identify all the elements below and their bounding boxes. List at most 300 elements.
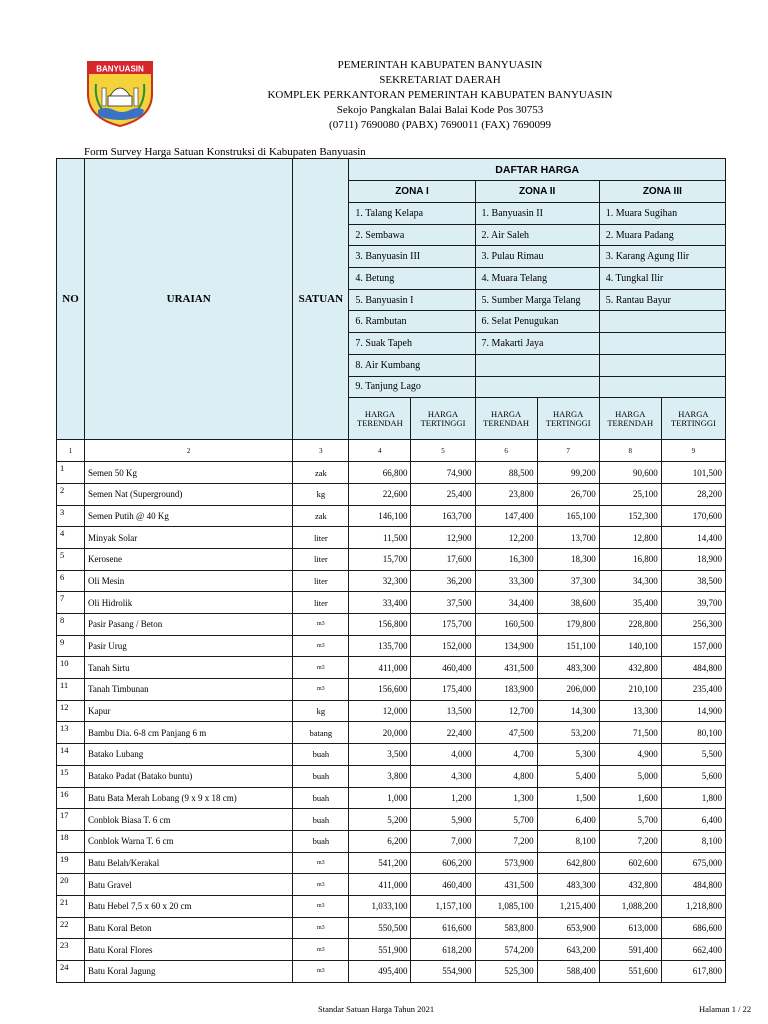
price-low: 432,800 bbox=[599, 874, 661, 896]
item-unit: m3 bbox=[293, 939, 349, 961]
price-low: 3,800 bbox=[349, 765, 411, 787]
item-unit: zak bbox=[293, 462, 349, 484]
item-description: Batu Belah/Kerakal bbox=[85, 852, 293, 874]
col-header-no: NO bbox=[57, 159, 85, 440]
price-low: 228,800 bbox=[599, 614, 661, 636]
column-index: 2 bbox=[85, 440, 293, 462]
price-high: 38,600 bbox=[537, 592, 599, 614]
price-low: 12,200 bbox=[475, 527, 537, 549]
zone-location: 5. Sumber Marga Telang bbox=[475, 289, 599, 311]
item-unit: kg bbox=[293, 700, 349, 722]
price-high: 38,500 bbox=[661, 570, 725, 592]
item-description: Batu Koral Beton bbox=[85, 917, 293, 939]
price-high: 14,300 bbox=[537, 700, 599, 722]
item-unit: m3 bbox=[293, 961, 349, 983]
item-description: Batako Padat (Batako buntu) bbox=[85, 765, 293, 787]
price-low: 156,600 bbox=[349, 679, 411, 701]
row-number: 2 bbox=[57, 483, 85, 505]
price-high: 662,400 bbox=[661, 939, 725, 961]
table-row bbox=[57, 505, 726, 527]
row-number: 14 bbox=[57, 744, 85, 766]
table-row bbox=[57, 787, 726, 809]
price-low: 134,900 bbox=[475, 635, 537, 657]
price-high-header: HARGA TERTINGGI bbox=[661, 398, 725, 440]
price-low: 35,400 bbox=[599, 592, 661, 614]
price-high: 14,400 bbox=[661, 527, 725, 549]
row-number: 17 bbox=[57, 809, 85, 831]
banyuasin-logo bbox=[84, 56, 156, 128]
row-number: 8 bbox=[57, 614, 85, 636]
price-low: 22,600 bbox=[349, 483, 411, 505]
price-low-header: HARGA TERENDAH bbox=[349, 398, 411, 440]
footer-standard: Standar Satuan Harga Tahun 2021 bbox=[318, 1004, 435, 1014]
zone-location: 1. Talang Kelapa bbox=[349, 203, 475, 225]
price-low: 13,300 bbox=[599, 700, 661, 722]
price-low: 550,500 bbox=[349, 917, 411, 939]
price-low: 16,300 bbox=[475, 548, 537, 570]
zone-location bbox=[599, 376, 725, 398]
price-low: 525,300 bbox=[475, 961, 537, 983]
price-high: 179,800 bbox=[537, 614, 599, 636]
price-high: 8,100 bbox=[661, 830, 725, 852]
item-description: Batu Gravel bbox=[85, 874, 293, 896]
price-low: 4,900 bbox=[599, 744, 661, 766]
zone-location: 1. Banyuasin II bbox=[475, 203, 599, 225]
price-high: 675,000 bbox=[661, 852, 725, 874]
item-unit: liter bbox=[293, 527, 349, 549]
price-high: 588,400 bbox=[537, 961, 599, 983]
price-low: 583,800 bbox=[475, 917, 537, 939]
price-high: 554,900 bbox=[411, 961, 475, 983]
item-unit: liter bbox=[293, 592, 349, 614]
item-unit: liter bbox=[293, 570, 349, 592]
price-low-header: HARGA TERENDAH bbox=[475, 398, 537, 440]
zone-location: 4. Muara Telang bbox=[475, 268, 599, 290]
logo-tower-right bbox=[134, 88, 138, 106]
price-low: 5,000 bbox=[599, 765, 661, 787]
item-description: Tanah Sirtu bbox=[85, 657, 293, 679]
table-row bbox=[57, 917, 726, 939]
item-unit: buah bbox=[293, 830, 349, 852]
price-low: 34,400 bbox=[475, 592, 537, 614]
price-high: 53,200 bbox=[537, 722, 599, 744]
price-low: 183,900 bbox=[475, 679, 537, 701]
price-high: 1,218,800 bbox=[661, 895, 725, 917]
price-high: 14,900 bbox=[661, 700, 725, 722]
price-low: 613,000 bbox=[599, 917, 661, 939]
zone-location: 5. Rantau Bayur bbox=[599, 289, 725, 311]
zone-location: 6. Selat Penugukan bbox=[475, 311, 599, 333]
row-number: 24 bbox=[57, 961, 85, 983]
price-high: 18,900 bbox=[661, 548, 725, 570]
item-description: Batu Koral Flores bbox=[85, 939, 293, 961]
price-low: 432,800 bbox=[599, 657, 661, 679]
price-low: 7,200 bbox=[475, 830, 537, 852]
table-row bbox=[57, 635, 726, 657]
price-high: 170,600 bbox=[661, 505, 725, 527]
item-description: Batu Bata Merah Lobang (9 x 9 x 18 cm) bbox=[85, 787, 293, 809]
zone-location: 3. Pulau Rimau bbox=[475, 246, 599, 268]
row-number: 16 bbox=[57, 787, 85, 809]
price-low: 411,000 bbox=[349, 657, 411, 679]
item-description: Oli Hidrolik bbox=[85, 592, 293, 614]
item-unit: liter bbox=[293, 548, 349, 570]
price-high: 163,700 bbox=[411, 505, 475, 527]
zone-location: 7. Makarti Jaya bbox=[475, 333, 599, 355]
table-row bbox=[57, 830, 726, 852]
table-row bbox=[57, 852, 726, 874]
price-low: 431,500 bbox=[475, 874, 537, 896]
table-row bbox=[57, 874, 726, 896]
price-high: 157,000 bbox=[661, 635, 725, 657]
item-unit: buah bbox=[293, 787, 349, 809]
item-unit: m3 bbox=[293, 917, 349, 939]
zone-location: 4. Betung bbox=[349, 268, 475, 290]
row-number: 21 bbox=[57, 895, 85, 917]
item-description: Semen 50 Kg bbox=[85, 462, 293, 484]
item-description: Semen Putih @ 40 Kg bbox=[85, 505, 293, 527]
price-low: 1,085,100 bbox=[475, 895, 537, 917]
zone-location bbox=[599, 333, 725, 355]
price-low: 16,800 bbox=[599, 548, 661, 570]
price-low: 551,600 bbox=[599, 961, 661, 983]
zone-location: 7. Suak Tapeh bbox=[349, 333, 475, 355]
table-row bbox=[57, 527, 726, 549]
price-high: 618,200 bbox=[411, 939, 475, 961]
price-low: 147,400 bbox=[475, 505, 537, 527]
price-high: 5,400 bbox=[537, 765, 599, 787]
price-low: 135,700 bbox=[349, 635, 411, 657]
price-low: 5,700 bbox=[599, 809, 661, 831]
zone-location bbox=[599, 354, 725, 376]
price-low: 6,200 bbox=[349, 830, 411, 852]
price-low: 33,400 bbox=[349, 592, 411, 614]
price-low: 146,100 bbox=[349, 505, 411, 527]
zone-location: 4. Tungkal Ilir bbox=[599, 268, 725, 290]
row-number: 3 bbox=[57, 505, 85, 527]
price-high: 653,900 bbox=[537, 917, 599, 939]
price-low: 156,800 bbox=[349, 614, 411, 636]
letterhead-line: KOMPLEK PERKANTORAN PEMERINTAH KABUPATEN BANYUASIN bbox=[267, 89, 613, 101]
price-low: 495,400 bbox=[349, 961, 411, 983]
price-low: 5,200 bbox=[349, 809, 411, 831]
column-index: 5 bbox=[411, 440, 475, 462]
price-high: 36,200 bbox=[411, 570, 475, 592]
price-high: 175,400 bbox=[411, 679, 475, 701]
table-row bbox=[57, 765, 726, 787]
item-unit: m3 bbox=[293, 852, 349, 874]
price-high-header: HARGA TERTINGGI bbox=[537, 398, 599, 440]
item-unit: buah bbox=[293, 744, 349, 766]
table-row bbox=[57, 592, 726, 614]
col-header-uraian: URAIAN bbox=[85, 159, 293, 440]
letterhead bbox=[180, 58, 700, 133]
price-high: 26,700 bbox=[537, 483, 599, 505]
price-low: 66,800 bbox=[349, 462, 411, 484]
row-number: 15 bbox=[57, 765, 85, 787]
price-low: 541,200 bbox=[349, 852, 411, 874]
item-description: Oli Mesin bbox=[85, 570, 293, 592]
item-unit: zak bbox=[293, 505, 349, 527]
price-high: 256,300 bbox=[661, 614, 725, 636]
price-high: 643,200 bbox=[537, 939, 599, 961]
zone-location bbox=[475, 354, 599, 376]
price-low: 551,900 bbox=[349, 939, 411, 961]
price-high: 101,500 bbox=[661, 462, 725, 484]
column-index: 1 bbox=[57, 440, 85, 462]
price-high: 606,200 bbox=[411, 852, 475, 874]
item-description: Batako Lubang bbox=[85, 744, 293, 766]
item-description: Semen Nat (Superground) bbox=[85, 483, 293, 505]
item-unit: m3 bbox=[293, 614, 349, 636]
price-high: 13,500 bbox=[411, 700, 475, 722]
item-description: Minyak Solar bbox=[85, 527, 293, 549]
price-low: 90,600 bbox=[599, 462, 661, 484]
item-description: Tanah Timbunan bbox=[85, 679, 293, 701]
price-low: 1,600 bbox=[599, 787, 661, 809]
table-row bbox=[57, 679, 726, 701]
zone-header: ZONA II bbox=[475, 181, 599, 203]
row-number: 4 bbox=[57, 527, 85, 549]
footer-page-number: Halaman 1 / 22 bbox=[699, 1004, 752, 1014]
table-row bbox=[57, 961, 726, 983]
item-description: Bambu Dia. 6-8 cm Panjang 6 m bbox=[85, 722, 293, 744]
table-row bbox=[57, 614, 726, 636]
price-low: 1,033,100 bbox=[349, 895, 411, 917]
price-low-header: HARGA TERENDAH bbox=[599, 398, 661, 440]
table-row bbox=[57, 722, 726, 744]
column-index: 9 bbox=[661, 440, 725, 462]
zone-location: 1. Muara Sugihan bbox=[599, 203, 725, 225]
zone-header: ZONA III bbox=[599, 181, 725, 203]
col-header-satuan: SATUAN bbox=[293, 159, 349, 440]
price-high: 1,500 bbox=[537, 787, 599, 809]
price-high: 1,157,100 bbox=[411, 895, 475, 917]
price-high: 22,400 bbox=[411, 722, 475, 744]
price-high: 1,215,400 bbox=[537, 895, 599, 917]
item-description: Conblok Warna T. 6 cm bbox=[85, 830, 293, 852]
price-high: 28,200 bbox=[661, 483, 725, 505]
column-index: 6 bbox=[475, 440, 537, 462]
price-high: 5,900 bbox=[411, 809, 475, 831]
price-high: 37,500 bbox=[411, 592, 475, 614]
zone-location bbox=[599, 311, 725, 333]
price-high: 17,600 bbox=[411, 548, 475, 570]
price-high: 4,000 bbox=[411, 744, 475, 766]
item-description: Pasir Urug bbox=[85, 635, 293, 657]
price-low: 33,300 bbox=[475, 570, 537, 592]
price-high: 80,100 bbox=[661, 722, 725, 744]
item-unit: batang bbox=[293, 722, 349, 744]
price-high: 6,400 bbox=[537, 809, 599, 831]
zone-location: 2. Sembawa bbox=[349, 224, 475, 246]
row-number: 19 bbox=[57, 852, 85, 874]
zone-location: 9. Tanjung Lago bbox=[349, 376, 475, 398]
zone-location: 2. Air Saleh bbox=[475, 224, 599, 246]
row-number: 22 bbox=[57, 917, 85, 939]
row-number: 12 bbox=[57, 700, 85, 722]
price-high: 1,800 bbox=[661, 787, 725, 809]
zone-location: 3. Karang Agung Ilir bbox=[599, 246, 725, 268]
price-high: 616,600 bbox=[411, 917, 475, 939]
table-row bbox=[57, 700, 726, 722]
table-row bbox=[57, 462, 726, 484]
price-high: 175,700 bbox=[411, 614, 475, 636]
table-row bbox=[57, 483, 726, 505]
price-low: 602,600 bbox=[599, 852, 661, 874]
price-high: 12,900 bbox=[411, 527, 475, 549]
price-table bbox=[56, 158, 726, 983]
price-low: 591,400 bbox=[599, 939, 661, 961]
item-unit: m3 bbox=[293, 657, 349, 679]
row-number: 9 bbox=[57, 635, 85, 657]
logo-tower-left bbox=[102, 88, 106, 106]
zone-location: 8. Air Kumbang bbox=[349, 354, 475, 376]
row-number: 20 bbox=[57, 874, 85, 896]
zone-location bbox=[475, 376, 599, 398]
item-description: Kapur bbox=[85, 700, 293, 722]
price-high: 7,000 bbox=[411, 830, 475, 852]
price-low: 12,800 bbox=[599, 527, 661, 549]
price-low: 3,500 bbox=[349, 744, 411, 766]
price-high: 483,300 bbox=[537, 657, 599, 679]
item-description: Kerosene bbox=[85, 548, 293, 570]
price-low: 160,500 bbox=[475, 614, 537, 636]
price-low: 1,088,200 bbox=[599, 895, 661, 917]
form-title: Form Survey Harga Satuan Konstruksi di Kabupaten Banyuasin bbox=[84, 146, 366, 158]
column-index: 8 bbox=[599, 440, 661, 462]
zone-location: 6. Rambutan bbox=[349, 311, 475, 333]
price-low: 574,200 bbox=[475, 939, 537, 961]
item-unit: m3 bbox=[293, 874, 349, 896]
price-low: 12,700 bbox=[475, 700, 537, 722]
price-low: 152,300 bbox=[599, 505, 661, 527]
row-number: 13 bbox=[57, 722, 85, 744]
price-low: 47,500 bbox=[475, 722, 537, 744]
price-low: 12,000 bbox=[349, 700, 411, 722]
price-low: 11,500 bbox=[349, 527, 411, 549]
price-high: 74,900 bbox=[411, 462, 475, 484]
row-number: 1 bbox=[57, 462, 85, 484]
table-row bbox=[57, 939, 726, 961]
column-index: 7 bbox=[537, 440, 599, 462]
zone-header: ZONA I bbox=[349, 181, 475, 203]
price-low: 25,100 bbox=[599, 483, 661, 505]
letterhead-line: (0711) 7690080 (PABX) 7690011 (FAX) 7690099 bbox=[329, 119, 551, 131]
table-row bbox=[57, 895, 726, 917]
item-unit: m3 bbox=[293, 635, 349, 657]
item-description: Batu Koral Jagung bbox=[85, 961, 293, 983]
price-high-header: HARGA TERTINGGI bbox=[411, 398, 475, 440]
item-description: Pasir Pasang / Beton bbox=[85, 614, 293, 636]
item-description: Conblok Biasa T. 6 cm bbox=[85, 809, 293, 831]
price-low: 5,700 bbox=[475, 809, 537, 831]
letterhead-line: SEKRETARIAT DAERAH bbox=[379, 74, 501, 86]
price-low: 140,100 bbox=[599, 635, 661, 657]
price-low: 7,200 bbox=[599, 830, 661, 852]
item-unit: kg bbox=[293, 483, 349, 505]
price-low: 4,800 bbox=[475, 765, 537, 787]
item-unit: buah bbox=[293, 809, 349, 831]
price-low: 210,100 bbox=[599, 679, 661, 701]
price-high: 484,800 bbox=[661, 657, 725, 679]
price-high: 18,300 bbox=[537, 548, 599, 570]
price-low: 4,700 bbox=[475, 744, 537, 766]
price-high: 39,700 bbox=[661, 592, 725, 614]
table-row bbox=[57, 744, 726, 766]
price-high: 99,200 bbox=[537, 462, 599, 484]
row-number: 5 bbox=[57, 548, 85, 570]
price-high: 37,300 bbox=[537, 570, 599, 592]
price-high: 484,800 bbox=[661, 874, 725, 896]
zone-location: 2. Muara Padang bbox=[599, 224, 725, 246]
price-low: 573,900 bbox=[475, 852, 537, 874]
item-unit: buah bbox=[293, 765, 349, 787]
price-low: 1,000 bbox=[349, 787, 411, 809]
row-number: 18 bbox=[57, 830, 85, 852]
daftar-harga-header: DAFTAR HARGA bbox=[349, 159, 726, 181]
price-low: 88,500 bbox=[475, 462, 537, 484]
price-high: 6,400 bbox=[661, 809, 725, 831]
item-unit: m3 bbox=[293, 679, 349, 701]
price-high: 642,800 bbox=[537, 852, 599, 874]
logo-text: BANYUASIN bbox=[96, 64, 144, 74]
row-number: 11 bbox=[57, 679, 85, 701]
item-description: Batu Hebel 7,5 x 60 x 20 cm bbox=[85, 895, 293, 917]
column-index: 3 bbox=[293, 440, 349, 462]
letterhead-line: Sekojo Pangkalan Balai Balai Kode Pos 30753 bbox=[336, 104, 544, 116]
price-high: 235,400 bbox=[661, 679, 725, 701]
zone-location: 5. Banyuasin I bbox=[349, 289, 475, 311]
price-high: 206,000 bbox=[537, 679, 599, 701]
row-number: 6 bbox=[57, 570, 85, 592]
column-index: 4 bbox=[349, 440, 411, 462]
price-high: 4,300 bbox=[411, 765, 475, 787]
price-low: 32,300 bbox=[349, 570, 411, 592]
row-number: 7 bbox=[57, 592, 85, 614]
price-low: 1,300 bbox=[475, 787, 537, 809]
price-low: 15,700 bbox=[349, 548, 411, 570]
price-high: 8,100 bbox=[537, 830, 599, 852]
letterhead-line: PEMERINTAH KABUPATEN BANYUASIN bbox=[337, 59, 543, 71]
table-row bbox=[57, 548, 726, 570]
table-row bbox=[57, 570, 726, 592]
price-low: 411,000 bbox=[349, 874, 411, 896]
price-high: 5,600 bbox=[661, 765, 725, 787]
price-high: 152,000 bbox=[411, 635, 475, 657]
price-high: 460,400 bbox=[411, 657, 475, 679]
price-high: 483,300 bbox=[537, 874, 599, 896]
price-high: 5,300 bbox=[537, 744, 599, 766]
price-low: 71,500 bbox=[599, 722, 661, 744]
price-low: 34,300 bbox=[599, 570, 661, 592]
table-row bbox=[57, 657, 726, 679]
price-low: 431,500 bbox=[475, 657, 537, 679]
zone-location: 3. Banyuasin III bbox=[349, 246, 475, 268]
table-row bbox=[57, 809, 726, 831]
logo-mosque-body bbox=[108, 96, 132, 106]
price-low: 23,800 bbox=[475, 483, 537, 505]
price-high: 686,600 bbox=[661, 917, 725, 939]
price-high: 1,200 bbox=[411, 787, 475, 809]
price-high: 151,100 bbox=[537, 635, 599, 657]
row-number: 10 bbox=[57, 657, 85, 679]
price-high: 460,400 bbox=[411, 874, 475, 896]
price-high: 617,800 bbox=[661, 961, 725, 983]
price-high: 25,400 bbox=[411, 483, 475, 505]
row-number: 23 bbox=[57, 939, 85, 961]
price-high: 165,100 bbox=[537, 505, 599, 527]
